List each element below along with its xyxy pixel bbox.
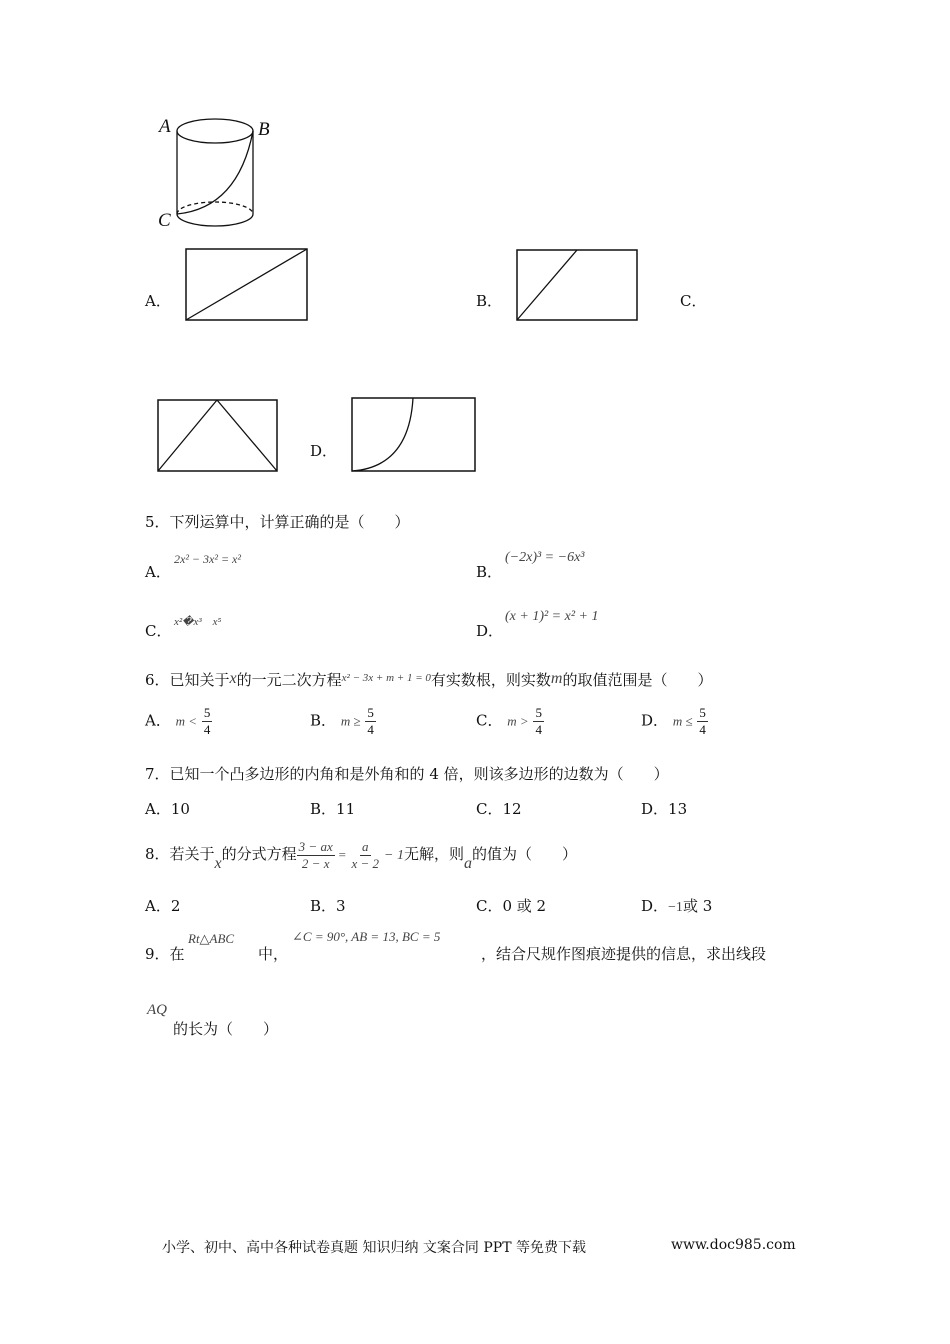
q6-option-d-rel: m ≤ (672, 713, 693, 729)
q8-option-d-label: D． (641, 897, 669, 915)
q4-option-d-label: D． (310, 442, 338, 460)
q6-option-a-label: A． (145, 711, 171, 730)
fraction-denominator: x − 2 (351, 855, 380, 871)
q6-option-a-fraction (202, 705, 213, 738)
q5-option-a-expr: 2x² − 3x² = x² (174, 552, 241, 566)
q8-rhs-fraction (350, 839, 382, 872)
cylinder-label-b: B (258, 119, 270, 140)
q5-option-a-label: A． (145, 563, 171, 581)
cylinder-figure (0, 0, 950, 260)
q8-var-x: x (214, 855, 222, 872)
q8-stem-part-1: 8．若关于 (145, 845, 215, 863)
q8-option-c: C．0 或 2 (476, 897, 547, 915)
q5-stem: 5．下列运算中，计算正确的是（ ） (145, 513, 410, 531)
q4-option-a-figure (185, 248, 309, 322)
q8-lhs-fraction (297, 839, 335, 872)
fraction-numerator: 5 (535, 705, 542, 720)
q6-stem-part-2: 的一元二次方程 (236, 671, 342, 689)
q4-option-a-label: A． (145, 292, 171, 310)
fraction-denominator: 4 (367, 722, 374, 737)
q6-var-m: m (550, 670, 563, 687)
q6-stem-part-4: 的取值范围是（ ） (562, 671, 713, 689)
q4-option-b-label: B． (476, 292, 503, 310)
q9-stem-part-3: ，结合尺规作图痕迹提供的信息，求出线段 (481, 945, 767, 963)
fraction-denominator: 4 (535, 722, 542, 737)
q8-stem-part-3: 无解，则 (404, 845, 465, 863)
fraction-denominator: 4 (699, 722, 706, 737)
q4-option-c-label: C． (680, 292, 707, 310)
q6-option-c (476, 705, 544, 738)
q7-stem: 7．已知一个凸多边形的内角和是外角和的 4 倍，则该多边形的边数为（ ） (145, 765, 669, 783)
q5-option-b-label: B． (476, 563, 503, 581)
q6-option-b (310, 705, 376, 738)
fraction-denominator: 4 (203, 722, 211, 737)
q9-triangle: Rt△ABC (188, 931, 235, 946)
q6-option-b-rel: m ≥ (340, 713, 361, 729)
fraction-numerator: 3 − ax (298, 838, 333, 854)
q4-option-d-figure (351, 397, 477, 473)
q6-stem (145, 669, 712, 689)
q8-stem (145, 834, 577, 876)
q7-option-c: C．12 (476, 800, 522, 818)
fraction-numerator: 5 (367, 705, 374, 720)
q9-stem-part-4: 的长为（ ） (173, 1020, 279, 1038)
q9-stem-part-1: 9．在 (145, 945, 185, 963)
q8-rhs-tail: − 1 (384, 848, 404, 863)
q5-option-d-expr: (x + 1)² = x² + 1 (505, 609, 599, 624)
q6-option-c-fraction (533, 705, 544, 738)
q6-option-d-fraction (697, 705, 708, 738)
q8-stem-part-4: 的值为（ ） (472, 845, 578, 863)
q9-given: ∠C = 90°, AB = 13, BC = 5 (292, 929, 441, 944)
q7-option-a: A．10 (145, 800, 190, 818)
q6-stem-part-1: 6．已知关于 (145, 671, 230, 689)
fraction-numerator: a (362, 838, 369, 854)
q5-option-c-expr: x²�x³ x⁵ (174, 616, 222, 628)
cylinder-label-a: A (159, 116, 171, 137)
q8-option-d-rest: 或 3 (682, 897, 713, 915)
q6-option-c-label: C． (476, 711, 503, 730)
q6-option-a-rel: m < (175, 713, 198, 729)
q6-option-b-fraction (365, 705, 376, 738)
q6-equation: x² − 3x + m + 1 = 0 (341, 672, 431, 684)
fraction-numerator: 5 (699, 705, 706, 720)
fraction-denominator: 2 − x (301, 855, 330, 871)
q8-option-b: B．3 (310, 897, 346, 915)
footer-site: www.doc985.com (671, 1237, 796, 1253)
q5-option-d-label: D． (476, 622, 504, 640)
q6-option-b-label: B． (310, 711, 337, 730)
q4-option-b-figure (516, 249, 639, 322)
q4-option-c-figure (157, 399, 279, 473)
cylinder-label-c: C (158, 210, 171, 231)
q8-option-d-neg: −1 (668, 900, 683, 915)
q8-var-a: a (464, 855, 473, 872)
q8-option-a: A．2 (145, 897, 181, 915)
q6-var-x: x (229, 670, 237, 687)
q8-equals: = (337, 847, 347, 862)
q6-option-a (145, 705, 212, 738)
q6-option-d-label: D． (641, 711, 669, 730)
footer-text: 小学、初中、高中各种试卷真题 知识归纳 文案合同 PPT 等免费下载 (162, 1240, 586, 1256)
q9-segment: AQ (147, 1002, 167, 1018)
q5-option-c-label: C． (145, 622, 172, 640)
q6-option-c-rel: m > (507, 713, 529, 729)
q8-stem-part-2: 的分式方程 (221, 845, 297, 863)
q9-stem-part-2: 中， (258, 945, 289, 963)
q6-stem-part-3: 有实数根，则实数 (430, 671, 551, 689)
q7-option-b: B．11 (310, 800, 356, 818)
q6-option-d (641, 705, 708, 738)
q7-option-d: D．13 (641, 800, 688, 818)
fraction-numerator: 5 (203, 705, 211, 720)
q8-option-d (641, 897, 712, 917)
q5-option-b-expr: (−2x)³ = −6x³ (505, 550, 585, 565)
